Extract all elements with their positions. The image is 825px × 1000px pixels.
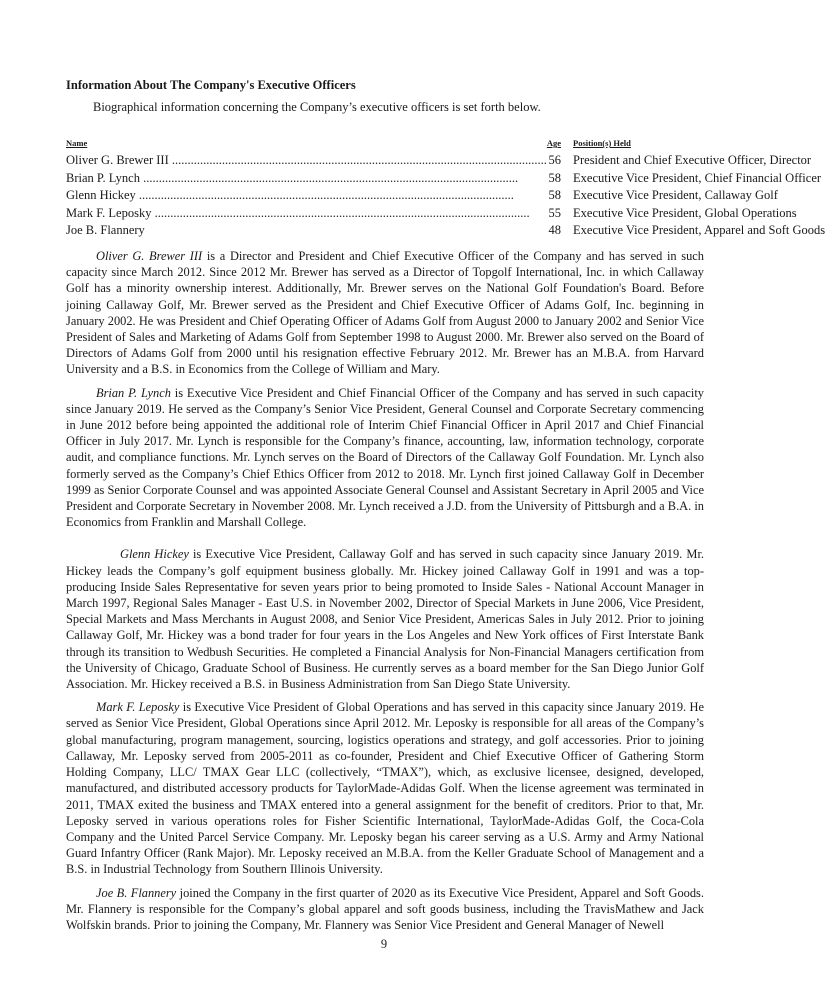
officer-table [66,137,825,240]
bio-name: Mark F. Leposky [96,700,180,715]
intro-text: Biographical information concerning the Company’s executive officers is set forth below. [93,100,541,114]
bio-name: Oliver G. Brewer III [96,249,203,263]
officer-name: Brian P. Lynch ..... [66,170,547,188]
officer-age: 58 [548,170,562,185]
bio-name: Joe B. Flannery [96,885,177,900]
page-number: 9 [380,937,388,951]
bio-text: joined the Company in the first quarter of 2020 as its Executive Vice President, Apparel and Soft Goods. Mr. Flannery is responsible for the Company’s global apparel and soft goods business, including the TravisMathew and Jack Wolfskin brands. Prior to joining the Company, Mr. Flannery was Senior Vice President and General Manager of Newell [66,885,704,932]
bio-name: Glenn Hickey [120,547,189,562]
officer-position: Executive Vice President, Global Operations [573,205,797,220]
officer-position: Executive Vice President, Chief Financial Officer [573,170,822,185]
officer-age: 56 [548,153,562,167]
bio-paragraph [66,546,704,692]
table-header-row [66,137,825,152]
table-row [66,170,825,188]
officer-position: Executive Vice President, Callaway Golf [573,188,778,203]
officer-name: Mark F. Leposky ..... [66,205,547,223]
table-row [66,205,825,223]
header-name: Name [66,138,88,148]
table-row [66,152,825,170]
bio-text: is Executive Vice President and Chief Financial Officer of the Company and has served in such capacity since January 2019. He served as the Company’s Senior Vice President, General Counsel and Corporate Secretary commencing in June 2012 before being appointed the additional role of Interim Chief Financial Officer in April 2017 and Chief Financial Officer in July 2017. Mr. Lynch is responsible for the Company’s finance, accounting, law, information technology, corporate audit, and compliance functions. Mr. Lynch serves on the Board of Directors of the Callaway Golf Foundation. Mr. Lynch also formerly served as the Company’s Chief Ethics Officer from 2012 to 2018. Mr. Lynch first joined Callaway Golf in December 1999 as Senior Corporate Counsel and was appointed Associate General Counsel and Assistant Secretary in April 2005 and Vice President and Corporate Secretary in November 2008. Mr. Lynch received a J.D. from the University of Pittsburgh and a B.A. in Economics from Franklin and Marshall College. [66,385,704,530]
bio-name: Brian P. Lynch [96,385,171,400]
biographies [66,248,704,940]
header-age: Age [546,138,562,148]
table-row [66,222,825,240]
officer-age: 55 [548,205,562,220]
bio-paragraph [66,248,704,378]
bio-paragraph [66,699,704,877]
officer-name: Joe B. Flannery [66,223,145,238]
section-heading: Information About The Company's Executive Officers [66,78,356,92]
officer-position: President and Chief Executive Officer, Director [573,153,812,167]
officer-age: 58 [548,188,562,203]
bio-text: is Executive Vice President of Global Operations and has served in this capacity since January 2019. He served as Senior Vice President, Global Operations since April 2012. Mr. Leposky is responsible for all areas of the Company’s global manufacturing, program management, sourcing, logistics operations and strategy, and golf accessories. Prior to joining Callaway, Mr. Leposky served from 2005-2011 as co-founder, President and Chief Executive Officer of Gathering Storm Holding Company, LLC/ TMAX Gear LLC (collectively, “TMAX”), which, as exclusive licensee, designed, developed, manufactured, and distributed accessory products for TaylorMade-Adidas Golf. When the license agreement was terminated in 2011, TMAX exited the business and TMAX entered into a general assignment for the benefit of creditors. Prior to that, Mr. Leposky served in various operations roles for Fisher Scientific International, TaylorMade-Adidas Golf, the Coca-Cola Company and the United Parcel Service Company. Mr. Leposky began his career serving as a U.S. Army and Army National Guard Infantry Officer (Rank Major). Mr. Leposky received an M.B.A. from the Keller Graduate School of Management and a B.S. in Industrial Technology from Southern Illinois University. [66,700,704,877]
officer-age: 48 [548,223,562,238]
officer-position: Executive Vice President, Apparel and Soft Goods [573,223,825,238]
bio-paragraph [66,385,704,531]
bio-paragraph [66,885,704,934]
officer-name: Glenn Hickey ..... [66,187,547,205]
table-row [66,187,825,205]
officer-name: Oliver G. Brewer III ..... [66,152,547,170]
bio-text: is a Director and President and Chief Executive Officer of the Company and has served in such capacity since March 2012. Since 2012 Mr. Brewer has served as a Director of Topgolf International, Inc. in which Callaway Golf has a minority ownership interest. Additionally, Mr. Brewer serves on the National Golf Foundation's Board. Before joining Callaway Golf, Mr. Brewer served as the President and Chief Executive Officer of Adams Golf, Inc. beginning in January 2002. He was President and Chief Operating Officer of Adams Golf from August 2000 to January 2002 and Senior Vice President of Sales and Marketing of Adams Golf from September 1998 to August 2000. Mr. Brewer also served on the Board of Directors of Adams Golf from 2000 until his resignation effective February 2012. Mr. Brewer has an M.B.A. from Harvard University and a B.S. in Economics from the College of William and Mary. [66,249,704,377]
bio-text: is Executive Vice President, Callaway Golf and has served in such capacity since January 2019. Mr. Hickey leads the Company’s golf equipment business globally. Mr. Hickey joined Callaway Golf in 1991 and was a top-producing Inside Sales Representative for seven years prior to being promoted to Inside Sales - National Account Manager in March 1997, Regional Sales Manager - East U.S. in November 2002, Director of Special Markets in June 2006, Vice President, Special Markets and Mass Merchants in August 2008, and Senior Vice President, Americas Sales in July 2012. Prior to joining Callaway Golf, Mr. Hickey was a bond trader for four years in the Los Angeles and New York offices of First Interstate Bank through its transition to Wedbush Securities. He completed a Financial Analysis for Non-Financial Managers certification from the University of Chicago, Graduate School of Business. He currently serves as a board member for the San Diego Junior Golf Association. Mr. Hickey received a B.S. in Business Administration from San Diego State University. [66,547,704,692]
header-position: Position(s) Held [573,138,631,148]
